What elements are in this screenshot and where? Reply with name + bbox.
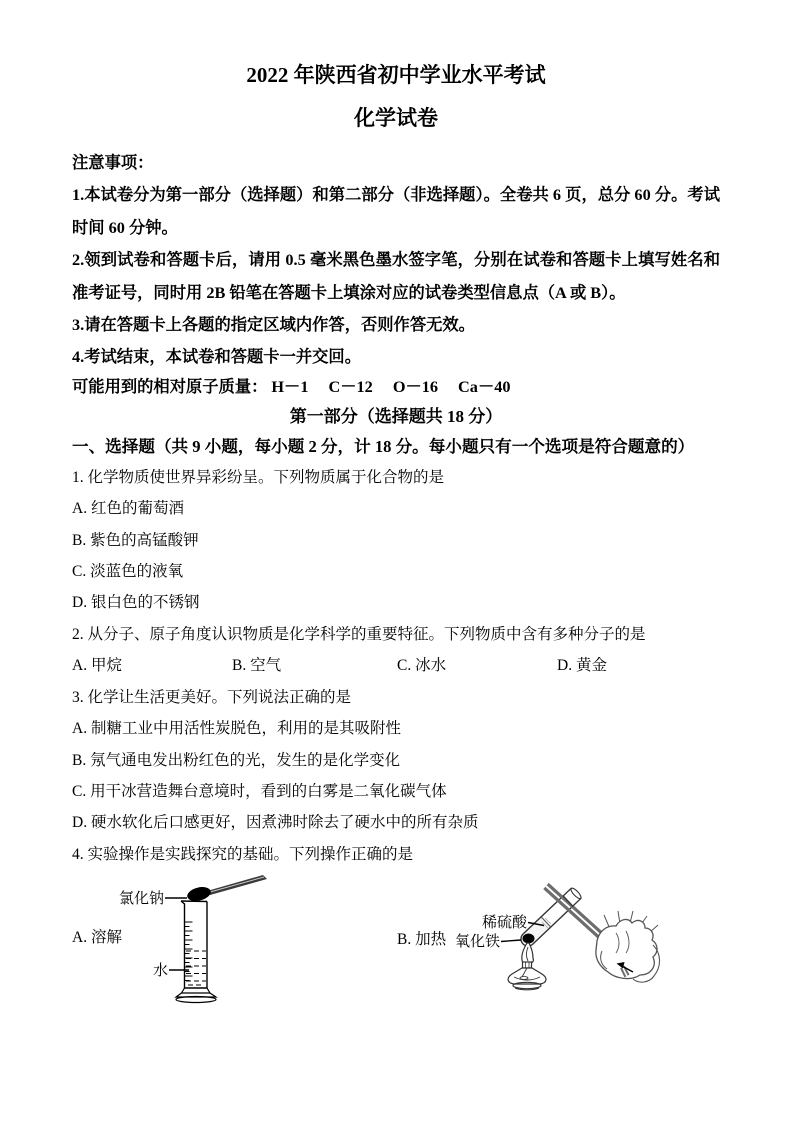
option-item: C. 冰水: [397, 657, 447, 675]
option-item: C. 用干冰营造舞台意境时，看到的白雾是二氧化碳气体: [72, 782, 447, 800]
atomic-mass-line: [72, 372, 720, 402]
notice-section: [72, 147, 720, 374]
atomic-mass-label: 可能用到的相对原子质量：: [72, 376, 268, 396]
option-item: D. 黄金: [557, 657, 607, 675]
diagram-a-dissolve: [115, 873, 280, 1005]
dilute-sulfuric-acid-label: 稀硫酸: [482, 915, 528, 932]
notice-item-1: 1.本试卷分为第一部分（选择题）和第二部分（非选择题）。全卷共 6 页，总分 60 分。考试时间 60 分钟。: [72, 185, 720, 237]
question-stem: 4. 实验操作是实践探究的基础。下列操作正确的是: [72, 845, 414, 863]
option-item: A. 制糖工业中用活性炭脱色，利用的是其吸附性: [72, 720, 401, 738]
option-item: B. 氖气通电发出粉红色的光，发生的是化学变化: [72, 751, 401, 769]
question-4: [72, 839, 720, 1040]
sodium-chloride-label: 氯化钠: [119, 891, 165, 908]
atomic-mass-entry: Ca－40: [458, 376, 511, 396]
water-surface-lines: [186, 951, 206, 985]
question-2: [72, 619, 720, 682]
atomic-mass-entry: H－1: [271, 376, 309, 396]
option-item: B. 紫色的高锰酸钾: [72, 531, 199, 549]
leader-line: [501, 940, 521, 942]
part1-heading: 第一部分（选择题共 18 分）: [289, 406, 503, 426]
diagram-b-heating: [450, 873, 665, 1000]
question-stem: 1. 化学物质使世界异彩纷呈。下列物质属于化合物的是: [72, 468, 445, 486]
notice-heading: 注意事项：: [72, 153, 154, 172]
iron-oxide-solid: [523, 934, 535, 944]
mcq-section-heading: 一、选择题（共 9 小题，每小题 2 分，计 18 分。每小题只有一个选项是符合题意的）: [72, 436, 695, 456]
question-stem: 3. 化学让生活更美好。下列说法正确的是: [72, 688, 352, 706]
option-item: A. 红色的葡萄酒: [72, 500, 184, 518]
option-item: A. 甲烷: [72, 657, 122, 675]
iron-oxide-label: 氧化铁: [455, 934, 501, 951]
diagram-b-label: B. 加热: [397, 931, 447, 949]
notice-item-4: 4.考试结束，本试卷和答题卡一并交回。: [72, 347, 361, 367]
atomic-mass-entry: O－16: [392, 376, 439, 396]
question-1: [72, 462, 720, 619]
exam-subtitle: 化学试卷: [354, 106, 438, 130]
test-tube-mouth: [563, 887, 582, 906]
graduated-cylinder-icon: [176, 901, 216, 1003]
notice-item-3: 3.请在答题卡上各题的指定区域内作答，否则作答无效。: [72, 315, 475, 335]
alcohol-lamp-icon: [508, 943, 546, 990]
question-3: [72, 682, 720, 839]
option-item: D. 银白色的不锈钢: [72, 594, 200, 612]
option-item: C. 淡蓝色的液氧: [72, 563, 184, 581]
exam-title: 2022 年陕西省初中学业水平考试: [246, 63, 546, 87]
atomic-mass-entry: C－12: [328, 376, 373, 396]
spoon-icon: [186, 875, 267, 903]
question-stem: 2. 从分子、原子角度认识物质是化学科学的重要特征。下列物质中含有多种分子的是: [72, 625, 646, 643]
option-item: B. 空气: [232, 657, 282, 675]
question-4-diagrams: [72, 870, 720, 1040]
test-tube-icon: [521, 896, 573, 946]
notice-item-2: 2.领到试卷和答题卡后，请用 0.5 毫米黑色墨水签字笔，分别在试卷和答题卡上填写姓名和准考证号，同时用 2B 铅笔在答题卡上填涂对应的试卷类型信息点（A 或 B）。: [72, 250, 720, 302]
option-item: D. 硬水软化后口感更好，因煮沸时除去了硬水中的所有杂质: [72, 814, 479, 832]
diagram-a-label: A. 溶解: [72, 929, 122, 947]
option-row: [72, 650, 720, 681]
water-label: 水: [153, 963, 169, 980]
